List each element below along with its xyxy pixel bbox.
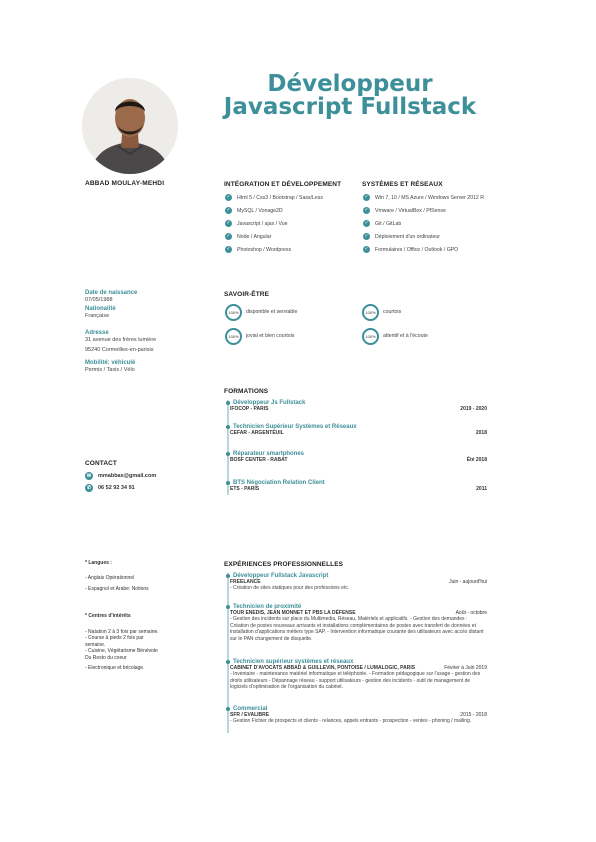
- skill-item: ✓ Photoshop / Wordpress: [226, 246, 292, 253]
- timeline-dot: [226, 425, 230, 429]
- timeline-dot: [226, 660, 230, 664]
- timeline-dot: [226, 707, 230, 711]
- nationality-value: Française: [85, 313, 110, 319]
- timeline-dot: [226, 452, 230, 456]
- person-portrait-icon: [82, 78, 178, 174]
- address-line1: 31 avenue des frères lumière: [85, 337, 157, 343]
- timeline-dot: [226, 605, 230, 609]
- skill-item: ✓ Node / Angular: [226, 233, 272, 240]
- soft-skills-heading: SAVOIR-ÊTRE: [224, 291, 270, 298]
- interests-heading: * Centres d'intérêts: [85, 613, 131, 619]
- experience-item: Technicien de proximité TOUR ENEDIS, JEAN MONNET ET PBS LA DÉFENSE Août - octobre - Gestion des incidents sur place du Multimedia, Réseau, Matériels et applicatifs. - Gestion des demandes : Création de postes nouveaux arrivants et installations complémentaires de postes avec transfert de données et installation d'applications métiers type SAP. - Intervention informatique courante des utilisateurs avec accès distant sur le PAN changement de disquette.: [226, 604, 487, 642]
- skill-item: ✓ Javascript / ajax / Vue: [226, 220, 288, 227]
- formation-item: BTS Négociation Relation Client ETS - PARIS 2011: [226, 480, 487, 492]
- soft-skills-col2: [362, 300, 492, 348]
- language-item: - Espagnol et Arabe: Notions: [85, 586, 149, 592]
- skill-item: ✓ Html 5 / Css3 / Bootstrap / Sass/Less: [226, 194, 323, 201]
- mobility-label: Mobilité: véhiculé: [85, 360, 136, 366]
- skill-item: ✓ Vmware / VirtualBox / PfSense: [364, 207, 446, 214]
- interest-item: - Course à pieds 2 fois par semaine.: [85, 635, 144, 648]
- skills-dev-heading: INTÉGRATION ET DÉVELOPPEMENT: [224, 181, 342, 188]
- address-label: Adresse: [85, 330, 109, 336]
- check-icon: ✓: [226, 207, 231, 213]
- contact-phone[interactable]: [85, 482, 156, 494]
- interest-item: - Electronique et bricolage.: [85, 665, 145, 671]
- job-title-line1: Développeur: [267, 71, 433, 97]
- language-item: - Anglais Opérationnel: [85, 574, 135, 581]
- percent-ring: 100%: [225, 304, 242, 321]
- contact-email[interactable]: [85, 470, 156, 482]
- skill-item: ✓ Formulaires / Office / Outlook / GPO: [364, 246, 459, 253]
- nationality-label: Nationalité: [85, 306, 116, 312]
- check-icon: ✓: [364, 207, 369, 213]
- birth-value: 07/05/1988: [85, 297, 113, 303]
- soft-skills-col1: [225, 300, 355, 348]
- skill-item: ✓ MySQL / Vonage2D: [226, 207, 283, 214]
- job-title-line2: Javascript Fullstack: [223, 94, 477, 120]
- skills-dev-list: [225, 191, 355, 256]
- check-icon: ✓: [364, 194, 369, 200]
- email-text: mmabbas@gmail.com: [98, 473, 157, 479]
- interest-item: - Natation 2 à 3 fois par semaine.: [85, 628, 159, 635]
- soft-skill-item: 100% attentif et à l'écoute: [362, 324, 492, 348]
- percent-ring: 100%: [362, 304, 379, 321]
- skills-sys-heading: SYSTÈMES ET RÉSEAUX: [362, 181, 443, 188]
- check-icon: ✓: [364, 246, 369, 252]
- languages-block: [85, 560, 175, 593]
- skill-item: ✓ Déploiement d'un ordinateur: [364, 233, 441, 240]
- timeline-dot: [226, 481, 230, 485]
- languages-heading: * Langues :: [85, 560, 112, 566]
- interests-block: [85, 613, 163, 672]
- formations-heading: FORMATIONS: [224, 388, 269, 395]
- soft-skill-item: 100% courtois: [362, 300, 492, 324]
- check-icon: ✓: [364, 220, 369, 226]
- contact-heading: CONTACT: [85, 460, 117, 467]
- percent-ring: 100%: [362, 328, 379, 345]
- check-icon: ✓: [226, 220, 231, 226]
- check-icon: ✓: [226, 194, 231, 200]
- check-icon: ✓: [226, 233, 231, 239]
- experience-item: Développeur Fullstack Javascript FREELANCE Juin - aujourd'hui - Création de sites statiques pour des professions etc.: [226, 573, 487, 592]
- check-icon: ✓: [226, 246, 231, 252]
- experiences-heading: EXPÉRIENCES PROFESSIONNELLES: [224, 561, 344, 568]
- percent-ring: 100%: [225, 328, 242, 345]
- candidate-name: ABBAD MOULAY-MEHDI: [85, 180, 165, 187]
- soft-skill-item: 100% disponible et serviable: [225, 300, 355, 324]
- phone-icon: ✆: [86, 485, 92, 491]
- contact-block: [85, 470, 156, 494]
- profile-photo: [82, 78, 178, 174]
- experience-item: Technicien supérieur systèmes et réseaux CABINET D'AVOCATS ABBAD & GUILLEVIN, PONTOISE / LUMALOGIC, PARIS Février à Juin 2019 - Inventaire - maintenance matériel informatique et téléphonie. - Formation pédagogique sur l'usage - gestion des droits utilisateurs - Dépannage réseau - support utilisateurs - gestion des incidents - outil de management de logiciels d'optimisation de l'organisation du cabinet.: [226, 659, 487, 691]
- timeline-dot: [226, 401, 230, 405]
- address-line2: 95240 Cormeilles-en-parisis: [85, 347, 154, 353]
- formation-item: Développeur Js Fullstack IFOCOP - PARIS 2019 - 2020: [226, 400, 487, 412]
- check-icon: ✓: [364, 233, 369, 239]
- skills-sys-list: [363, 191, 503, 256]
- birth-label: Date de naissance: [85, 290, 138, 296]
- skill-item: ✓ Git / GitLab: [364, 220, 402, 227]
- timeline-dot: [226, 574, 230, 578]
- skill-item: ✓ Win 7, 10 / MS Azure / Windows Server 2012 R: [364, 194, 484, 201]
- email-icon: ✉: [86, 473, 92, 479]
- mobility-value: Permis / Taxis / Vélo: [85, 367, 135, 373]
- phone-text: 06 52 92 34 91: [98, 485, 135, 491]
- interest-item: - Cuisine, Végétarisme Bénévole Du Resto du coeur: [85, 648, 158, 661]
- soft-skill-item: 100% jovial et bien courtois: [225, 324, 355, 348]
- personal-info: [85, 290, 205, 374]
- formation-item: Technicien Supérieur Systèmes et Réseaux CEFAR - ARGENTEUIL 2018: [226, 424, 487, 436]
- experience-item: Commercial SFR / EVALIBRE 2015 - 2018 - Gestion Fichier de prospects et clients - relances, appels entrants - prospection - ventes - phoning / mailing.: [226, 706, 487, 725]
- formation-item: Réparateur smartphones BOSF CENTER - RABAT Été 2018: [226, 451, 487, 463]
